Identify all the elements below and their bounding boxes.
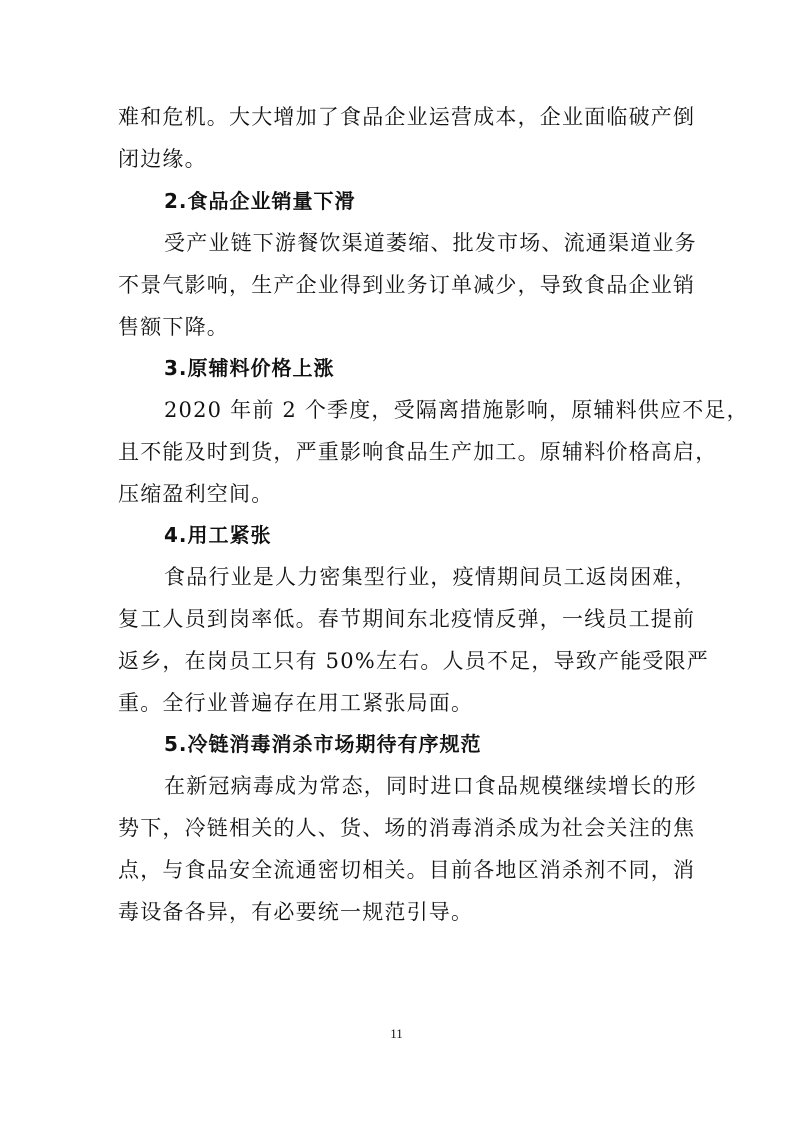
section-heading-cold-chain-disinfection: 5.冷链消毒消杀市场期待有序规范	[164, 732, 482, 756]
paragraph-line: 闭边缘。	[118, 147, 207, 171]
section-heading-sales-decline: 2.食品企业销量下滑	[164, 189, 356, 213]
paragraph-line: 在新冠病毒成为常态，同时进口食品规模继续增长的形	[164, 774, 697, 798]
section-heading-labor-shortage: 4.用工紧张	[164, 523, 272, 547]
paragraph-line: 2020 年前 2 个季度，受隔离措施影响，原辅料供应不足，	[164, 398, 749, 422]
paragraph-line: 点，与食品安全流通密切相关。目前各地区消杀剂不同，消	[118, 858, 696, 882]
page-number: 11	[390, 1026, 403, 1041]
paragraph-line: 难和危机。大大增加了食品企业运营成本，企业面临破产倒	[118, 105, 696, 129]
paragraph-line: 食品行业是人力密集型行业，疫情期间员工返岗困难，	[164, 565, 697, 589]
paragraph-line: 重。全行业普遍存在用工紧张局面。	[118, 691, 474, 715]
paragraph-line: 复工人员到岗率低。春节期间东北疫情反弹，一线员工提前	[118, 607, 696, 631]
paragraph-line: 售额下降。	[118, 315, 229, 339]
paragraph-line: 且不能及时到货，严重影响食品生产加工。原辅料价格高启，	[118, 440, 718, 464]
paragraph-line: 毒设备各异，有必要统一规范引导。	[118, 900, 474, 924]
paragraph-line: 返乡，在岗员工只有 50%左右。人员不足，导致产能受限严	[118, 649, 709, 673]
paragraph-line: 受产业链下游餐饮渠道萎缩、批发市场、流通渠道业务	[164, 231, 697, 255]
section-heading-raw-material-prices: 3.原辅料价格上涨	[164, 356, 335, 380]
paragraph-line: 势下，冷链相关的人、货、场的消毒消杀成为社会关注的焦	[118, 816, 696, 840]
paragraph-line: 不景气影响，生产企业得到业务订单减少，导致食品企业销	[118, 273, 696, 297]
paragraph-line: 压缩盈利空间。	[118, 482, 274, 506]
